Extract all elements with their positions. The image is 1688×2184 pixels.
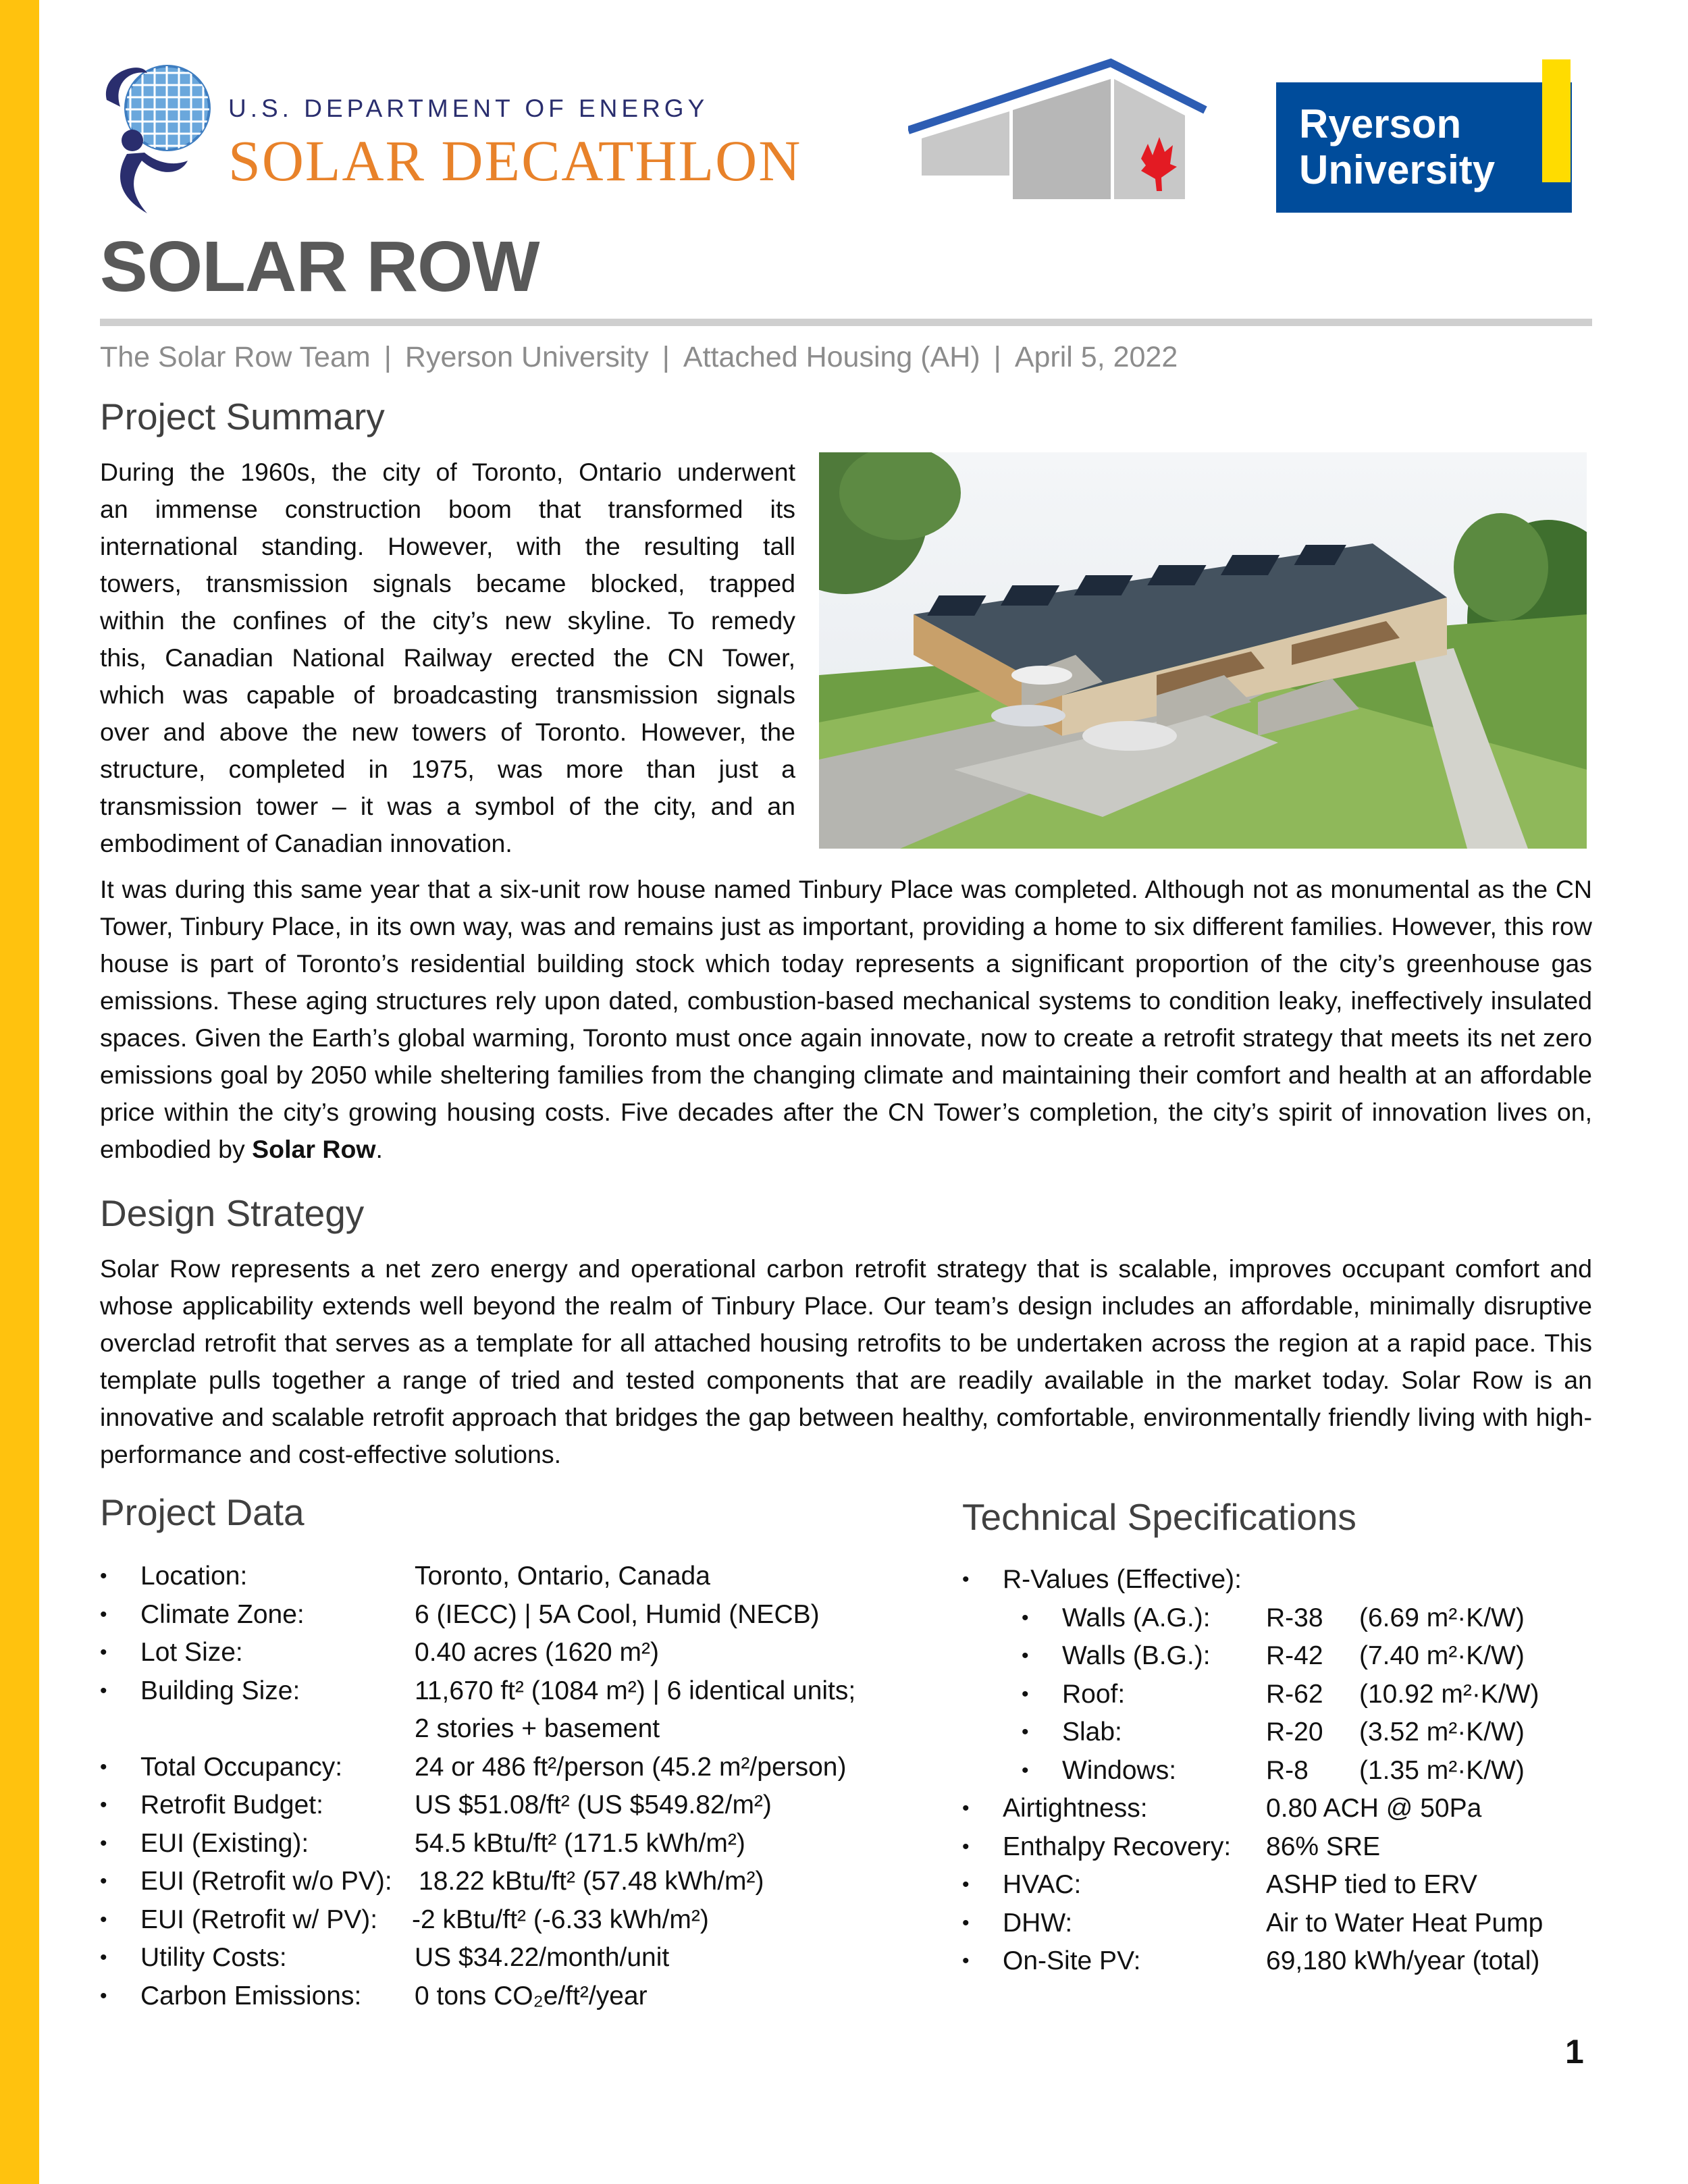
tech-spec-label: Airtightness: [1003,1794,1148,1823]
summary-line: structure, completed in 1975, was more than just a [100,755,795,783]
bullet-icon: • [1022,1682,1029,1705]
bullet-icon: • [1022,1645,1029,1667]
solar-row-emphasis: Solar Row [252,1135,376,1163]
project-data-label: Climate Zone: [140,1599,305,1629]
ryerson-logo-line1: Ryerson [1299,101,1462,147]
subtitle-date: April 5, 2022 [1014,341,1178,373]
summary-line: within the confines of the city’s new skyline. To remedy [100,606,795,635]
project-data-value-continuation: 2 stories + basement [415,1714,660,1743]
project-data-item [100,1596,910,1634]
project-data-label: Building Size: [140,1676,300,1705]
ryerson-logo-line2: University [1299,147,1496,192]
project-summary-intro [100,454,795,862]
bullet-icon: • [100,1984,107,2007]
r-values-label: R-Values (Effective): [1003,1565,1242,1594]
tech-spec-item [962,1828,1597,1867]
tech-spec-item [962,1905,1597,1943]
page-accent-bar [0,0,39,2184]
bullet-icon: • [1022,1759,1029,1782]
solar-row-rendering-image [819,452,1587,849]
decathlon-emblem-icon [100,59,215,216]
bullet-icon: • [100,1565,107,1587]
title-divider [100,319,1592,326]
r-values-item [962,1561,1597,1599]
r-value-si: (6.69 m²·K/W) [1359,1603,1525,1632]
tech-spec-value: Air to Water Heat Pump [1266,1908,1544,1938]
r-value-assembly: Slab: [1062,1717,1122,1747]
tech-spec-item [962,1942,1597,1981]
project-data-item [100,1557,910,1596]
project-data-item [100,1901,910,1940]
tech-spec-value: ASHP tied to ERV [1266,1870,1477,1899]
project-data-value: US $34.22/month/unit [415,1943,670,1972]
ryerson-logo-yellow-bar [1542,59,1571,182]
bullet-icon: • [962,1873,970,1896]
r-value-item [962,1676,1597,1714]
ryerson-logo-text [1299,101,1495,193]
project-summary-heading: Project Summary [100,396,385,437]
project-data-item [100,1939,910,1977]
project-data-label: EUI (Retrofit w/o PV): [140,1867,392,1896]
bullet-icon: • [100,1870,107,1892]
tech-spec-label: DHW: [1003,1908,1073,1938]
design-strategy-heading: Design Strategy [100,1192,365,1234]
solar-decathlon-wordmark: SOLAR DECATHLON [228,128,802,193]
project-data-item [100,1863,910,1901]
r-value-si: (1.35 m²·K/W) [1359,1755,1525,1785]
design-strategy-body: Solar Row represents a net zero energy and operational carbon retrofit strategy that is scalable, improves occupant comfort and whose applicability extends well beyond the realm of Tinbury Place. Our team’s design includes an affordable, minimally disruptive overclad retrofit that serves as a template for all attached housing retrofits to be undertaken across the region at a rapid pace. This template pulls together a range of tried and tested components that are readily available in the market today. Solar Row is an innovative and scalable retrofit approach that bridges the gap between healthy, comfortable, environmentally friendly living with high-performance and cost-effective solutions. [100,1254,1592,1468]
ryerson-university-logo [1276,59,1593,213]
project-data-item [100,1634,910,1672]
summary-line: an immense construction boom that transformed its [100,495,795,523]
summary-line: During the 1960s, the city of Toronto, Ontario underwent [100,458,795,486]
project-data-label: Lot Size: [140,1638,243,1667]
tech-spec-value: 69,180 kWh/year (total) [1266,1946,1540,1975]
bullet-icon: • [100,1946,107,1969]
project-data-value: 6 (IECC) | 5A Cool, Humid (NECB) [415,1599,820,1629]
project-data-label: Location: [140,1562,248,1591]
r-value-imperial: R-62 [1266,1679,1323,1709]
bullet-icon: • [100,1641,107,1663]
summary-line: international standing. However, with the resulting tall [100,532,795,560]
project-data-value: 0.40 acres (1620 m²) [415,1638,659,1667]
tech-spec-label: Enthalpy Recovery: [1003,1832,1232,1861]
doe-department-label: U.S. DEPARTMENT OF ENERGY [228,95,709,122]
project-data-value: 11,670 ft² (1084 m²) | 6 identical units; [415,1676,856,1705]
subtitle-university: Ryerson University [404,341,649,373]
summary-line: over and above the new towers of Toronto. However, the [100,718,795,746]
r-value-item [962,1752,1597,1790]
tech-spec-value: 86% SRE [1266,1832,1381,1861]
tech-spec-item [962,1790,1597,1828]
r-value-assembly: Windows: [1062,1755,1177,1785]
project-data-value: Toronto, Ontario, Canada [415,1562,710,1591]
project-data-value: US $51.08/ft² (US $549.82/m²) [415,1790,772,1819]
r-value-imperial: R-8 [1266,1755,1309,1785]
bullet-icon: • [100,1755,107,1778]
project-data-heading: Project Data [100,1491,305,1533]
team-house-maple-leaf-logo [908,57,1212,203]
subtitle-division: Attached Housing (AH) [683,341,980,373]
bullet-icon: • [100,1794,107,1816]
bullet-icon: • [100,1679,107,1702]
summary-line: transmission tower – it was a symbol of the city, and an [100,792,795,820]
r-value-si: (7.40 m²·K/W) [1359,1641,1525,1670]
project-data-label: Utility Costs: [140,1943,287,1972]
bullet-icon: • [962,1911,970,1934]
r-value-si: (10.92 m²·K/W) [1359,1679,1539,1709]
project-data-list [100,1557,910,2015]
bullet-icon: • [100,1832,107,1855]
bullet-icon: • [962,1950,970,1972]
subtitle-team: The Solar Row Team [100,341,371,373]
technical-specifications-heading: Technical Specifications [962,1496,1356,1538]
bullet-icon: • [1022,1606,1029,1629]
project-data-label: EUI (Retrofit w/ PV): [140,1905,378,1934]
bullet-icon: • [962,1835,970,1858]
page-number: 1 [1565,2033,1584,2071]
summary-line: towers, transmission signals became blocked, trapped [100,569,795,597]
r-value-item [962,1713,1597,1752]
summary-line: which was capable of broadcasting transmission signals [100,681,795,709]
project-data-label: Carbon Emissions: [140,1981,362,2010]
project-data-label: Retrofit Budget: [140,1790,323,1819]
summary-line: this, Canadian National Railway erected the CN Tower, [100,643,795,672]
solar-decathlon-logo [100,59,816,216]
bullet-icon: • [100,1908,107,1931]
r-value-imperial: R-20 [1266,1717,1323,1747]
project-data-item [100,1786,910,1825]
r-value-assembly: Walls (A.G.): [1062,1603,1211,1632]
r-value-imperial: R-42 [1266,1641,1323,1670]
project-data-item [100,1825,910,1863]
tech-spec-label: HVAC: [1003,1870,1082,1899]
summary-line: embodiment of Canadian innovation. [100,829,512,857]
project-summary-body [100,871,1592,1168]
bullet-icon: • [962,1568,970,1591]
r-value-assembly: Roof: [1062,1679,1126,1709]
document-subtitle: The Solar Row Team | Ryerson University | Attached Housing (AH) | April 5, 2022 [100,341,1178,373]
r-value-assembly: Walls (B.G.): [1062,1641,1211,1670]
bullet-icon: • [100,1603,107,1626]
project-data-continuation [100,1710,910,1749]
project-summary-body-end: . [375,1135,383,1163]
project-data-label: EUI (Existing): [140,1828,309,1858]
r-value-item [962,1637,1597,1676]
project-data-value: 24 or 486 ft²/person (45.2 m²/person) [415,1752,847,1782]
project-data-item [100,1749,910,1787]
project-data-item [100,1977,910,2016]
project-data-value: 54.5 kBtu/ft² (171.5 kWh/m²) [415,1828,745,1858]
r-value-si: (3.52 m²·K/W) [1359,1717,1525,1747]
tech-spec-item [962,1866,1597,1905]
r-value-imperial: R-38 [1266,1603,1323,1632]
bullet-icon: • [1022,1721,1029,1743]
project-summary-body-text: It was during this same year that a six-unit row house named Tinbury Place was completed. Although not as monumental as the CN Tower, Tinbury Place, in its own way, was and remains just as important, providing a home to six different families. However, this row house is part of Toronto’s residential building stock which today represents a significant proportion of the city’s greenhouse gas emissions. These aging structures rely upon dated, combustion-based mechanical systems to condition leaky, ineffectively insulated spaces. Given the Earth’s global warming, Toronto must once again innovate, now to create a retrofit strategy that meets its net zero emissions goal by 2050 while sheltering families from the changing climate and maintaining their comfort and health at an affordable price within the city’s growing housing costs. Five decades after the CN Tower’s completion, the city’s spirit of innovation lives on, embodied by [100,875,1592,1163]
page-title: SOLAR ROW [100,227,539,307]
project-data-label: Total Occupancy: [140,1752,343,1782]
bullet-icon: • [962,1797,970,1819]
tech-spec-label: On-Site PV: [1003,1946,1141,1975]
project-data-value: 18.22 kBtu/ft² (57.48 kWh/m²) [419,1867,764,1896]
project-data-value: -2 kBtu/ft² (-6.33 kWh/m²) [412,1905,709,1934]
tech-spec-value: 0.80 ACH @ 50Pa [1266,1794,1482,1823]
project-data-item [100,1672,910,1711]
technical-specifications-list [962,1561,1597,1981]
r-value-item [962,1599,1597,1638]
project-data-value: 0 tons CO₂e/ft²/year [415,1981,648,2010]
